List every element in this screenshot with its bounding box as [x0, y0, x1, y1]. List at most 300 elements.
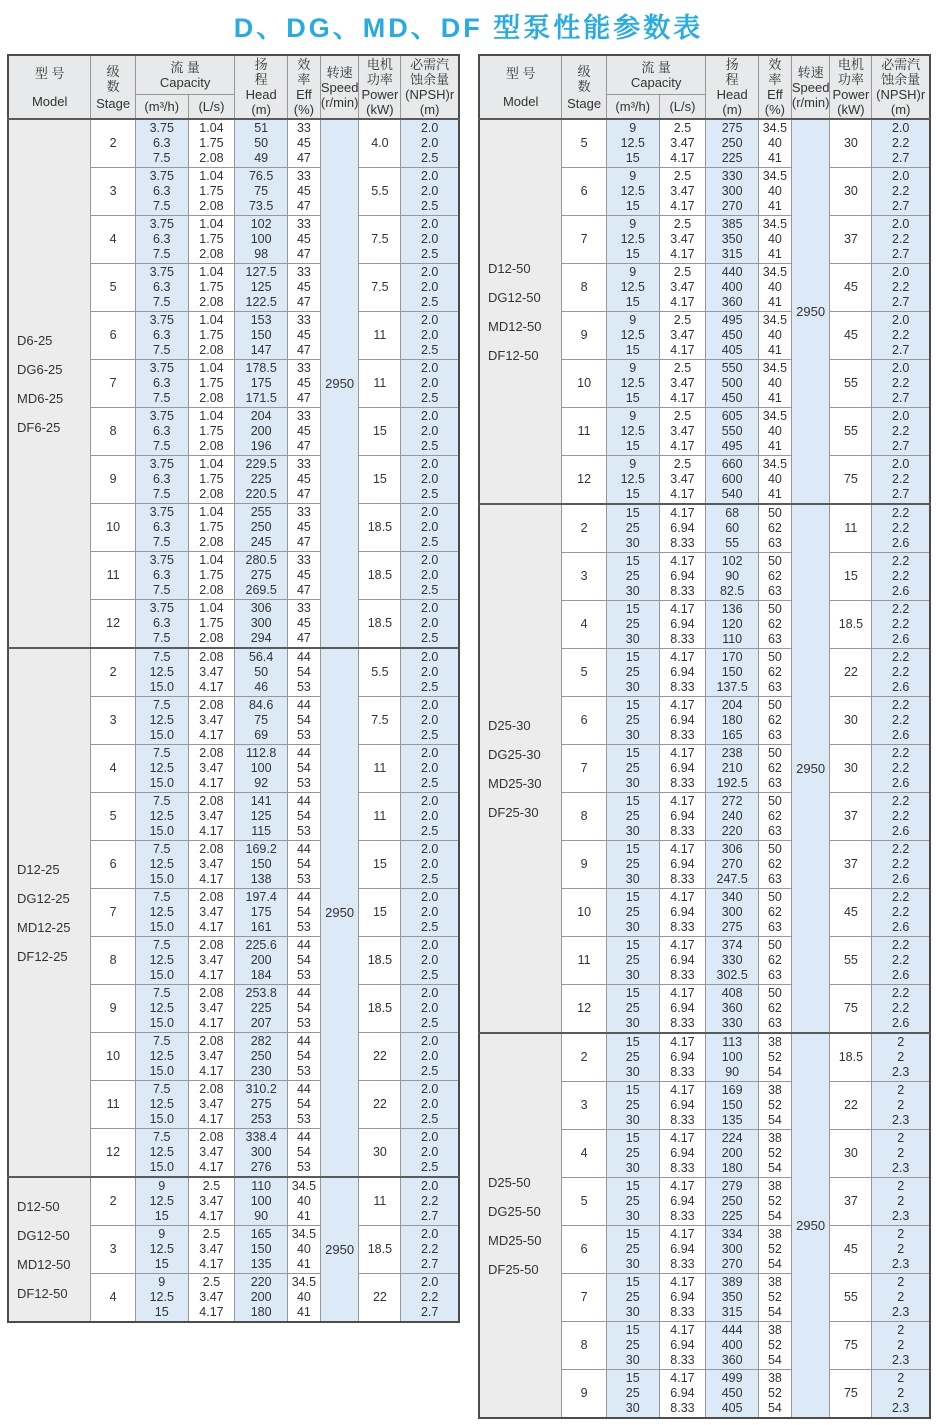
- capacity-m3h-cell: [135, 1226, 188, 1274]
- npsh-cell-value: 2.5: [420, 872, 439, 886]
- col-header-stage-text: 数: [106, 78, 120, 94]
- head-cell-value: 338.4: [245, 1130, 277, 1144]
- capacity-m3h-cell-value: 25: [625, 761, 640, 775]
- npsh-cell-value: 2.2: [891, 136, 910, 150]
- capacity-m3h-cell-value: 15: [625, 842, 640, 856]
- npsh-cell-value: 2.0: [420, 424, 439, 438]
- head-cell-value: 499: [721, 1371, 743, 1385]
- capacity-ls-cell: [659, 1370, 706, 1419]
- stage-cell: 6: [562, 697, 607, 745]
- eff-cell: [758, 312, 791, 360]
- capacity-ls-cell-value: 1.75: [199, 424, 224, 438]
- eff-cell: [758, 456, 791, 505]
- stage-cell: 11: [562, 408, 607, 456]
- head-cell-value: 138: [250, 872, 272, 886]
- head-cell-value: 204: [721, 698, 743, 712]
- eff-cell: [758, 264, 791, 312]
- head-cell-value: 279: [721, 1179, 743, 1193]
- capacity-ls-cell-value: 3.47: [199, 1097, 224, 1111]
- col-header-model-text: 型 号: [34, 65, 65, 81]
- col-header-npsh-text: 必需汽: [881, 57, 921, 72]
- power-cell: 15: [830, 553, 872, 601]
- capacity-m3h-cell-value: 30: [625, 776, 640, 790]
- capacity-m3h-cell-value: 6.3: [153, 568, 171, 582]
- npsh-cell-value: 2.0: [420, 746, 439, 760]
- capacity-m3h-cell: [135, 889, 188, 937]
- capacity-ls-cell-value: 4.17: [670, 842, 695, 856]
- capacity-ls-cell-value: 2.08: [199, 986, 224, 1000]
- eff-cell: [287, 697, 320, 745]
- head-cell: [235, 216, 288, 264]
- eff-cell-value: 53: [296, 824, 311, 838]
- eff-cell-value: 52: [767, 1338, 782, 1352]
- capacity-ls-cell-value: 6.94: [670, 953, 695, 967]
- npsh-cell-value: 2.5: [420, 151, 439, 165]
- col-header-stage-text: 级: [577, 63, 591, 79]
- npsh-cell: [401, 793, 459, 841]
- eff-cell: [758, 937, 791, 985]
- eff-cell-value: 53: [296, 872, 311, 886]
- eff-cell-value: 40: [767, 328, 782, 342]
- col-header-speed: [320, 55, 359, 119]
- capacity-ls-cell-value: 8.33: [670, 824, 695, 838]
- capacity-m3h-cell-value: 12.5: [620, 424, 645, 438]
- capacity-ls-cell: [659, 456, 706, 505]
- npsh-cell-value: 2.2: [891, 650, 910, 664]
- head-cell-value: 340: [721, 890, 743, 904]
- stage-cell: 3: [91, 168, 136, 216]
- npsh-cell-value: 2.0: [891, 313, 910, 327]
- col-header-eff-text: 效: [297, 57, 311, 72]
- model-label: D25-50: [488, 1174, 531, 1190]
- stage-cell: 5: [562, 119, 607, 168]
- npsh-cell-value: 2.0: [420, 376, 439, 390]
- head-cell: [235, 889, 288, 937]
- npsh-cell-value: 2.0: [891, 217, 910, 231]
- npsh-cell-value: 2.5: [420, 920, 439, 934]
- capacity-ls-cell: [659, 1322, 706, 1370]
- capacity-ls-cell-value: 2.08: [199, 199, 224, 213]
- head-cell: [706, 601, 759, 649]
- model-list: [480, 1175, 561, 1277]
- capacity-ls-cell-value: 4.17: [670, 794, 695, 808]
- capacity-ls-cell-value: 4.17: [199, 1305, 224, 1319]
- capacity-m3h-cell-value: 3.75: [149, 601, 174, 615]
- npsh-cell: [401, 408, 459, 456]
- stage-cell: 12: [562, 985, 607, 1034]
- stage-cell: 3: [91, 1226, 136, 1274]
- col-header-stage-text: Stage: [96, 95, 131, 111]
- eff-cell: [287, 360, 320, 408]
- eff-cell: [758, 1082, 791, 1130]
- npsh-cell-value: 2.0: [420, 169, 439, 183]
- model-label: DF25-30: [488, 804, 539, 820]
- capacity-ls-cell: [188, 312, 235, 360]
- head-cell: [706, 1178, 759, 1226]
- power-cell: 11: [359, 793, 401, 841]
- capacity-ls-cell-value: 1.04: [199, 601, 224, 615]
- capacity-ls-cell-value: 8.33: [670, 1257, 695, 1271]
- capacity-ls-cell-value: 8.33: [670, 632, 695, 646]
- capacity-ls-cell-value: 2.08: [199, 343, 224, 357]
- capacity-m3h-cell-value: 30: [625, 1209, 640, 1223]
- eff-cell: [758, 649, 791, 697]
- npsh-cell-value: 2.0: [420, 505, 439, 519]
- eff-cell: [758, 889, 791, 937]
- npsh-cell: [872, 312, 930, 360]
- eff-cell-value: 63: [767, 920, 782, 934]
- capacity-m3h-cell: [135, 648, 188, 697]
- capacity-ls-cell: [188, 745, 235, 793]
- eff-cell: [758, 553, 791, 601]
- capacity-m3h-cell-value: 15: [625, 295, 640, 309]
- capacity-m3h-cell-value: 7.5: [153, 487, 171, 501]
- head-cell-value: 385: [721, 217, 743, 231]
- npsh-cell-value: 2.6: [891, 680, 910, 694]
- capacity-ls-cell: [659, 408, 706, 456]
- head-cell-value: 270: [721, 1257, 743, 1271]
- npsh-cell-value: 2.7: [420, 1257, 439, 1271]
- capacity-m3h-cell-value: 15: [625, 794, 640, 808]
- head-cell-value: 250: [721, 1194, 743, 1208]
- head-cell: [706, 793, 759, 841]
- npsh-cell-value: 2: [897, 1098, 905, 1112]
- npsh-cell-value: 2.7: [420, 1305, 439, 1319]
- npsh-cell-value: 2.0: [420, 1130, 439, 1144]
- model-label: MD12-50: [488, 318, 542, 334]
- npsh-cell: [401, 1226, 459, 1274]
- col-header-model-text: Model: [502, 93, 539, 109]
- capacity-m3h-cell-value: 30: [625, 680, 640, 694]
- capacity-ls-cell-value: 4.17: [670, 199, 695, 213]
- npsh-cell-value: 2.0: [420, 1082, 439, 1096]
- capacity-m3h-cell: [606, 1033, 659, 1082]
- capacity-m3h-cell-value: 30: [625, 824, 640, 838]
- col-header-capacity-ls: [188, 94, 235, 119]
- eff-cell-value: 41: [767, 199, 782, 213]
- head-cell-value: 84.6: [248, 698, 274, 712]
- eff-cell-value: 33: [296, 265, 311, 279]
- capacity-ls-cell-value: 2.08: [199, 631, 224, 645]
- npsh-cell-value: 2.0: [420, 1145, 439, 1159]
- npsh-cell-value: 2.0: [420, 601, 439, 615]
- npsh-cell: [401, 697, 459, 745]
- capacity-ls-cell-value: 8.33: [670, 1016, 695, 1030]
- head-cell-value: 269.5: [245, 583, 277, 597]
- stage-cell: 2: [91, 1177, 136, 1226]
- head-cell-value: 136: [721, 602, 743, 616]
- eff-cell-value: 53: [296, 968, 311, 982]
- model-group-cell: [479, 1033, 562, 1418]
- head-cell-value: 220: [721, 824, 743, 838]
- npsh-cell-value: 2.0: [420, 809, 439, 823]
- eff-cell-value: 45: [296, 520, 311, 534]
- stage-cell: 7: [91, 360, 136, 408]
- col-header-npsh-text: 蚀余量: [410, 72, 450, 87]
- npsh-cell-value: 2.0: [420, 568, 439, 582]
- eff-cell-value: 47: [296, 535, 311, 549]
- capacity-ls-cell-value: 4.17: [199, 1112, 224, 1126]
- npsh-cell-value: 2.0: [420, 409, 439, 423]
- eff-cell-value: 52: [767, 1242, 782, 1256]
- head-cell-value: 73.5: [248, 199, 274, 213]
- eff-cell: [287, 600, 320, 649]
- capacity-m3h-cell-value: 7.5: [153, 794, 171, 808]
- head-cell-value: 225.6: [245, 938, 277, 952]
- capacity-ls-cell-value: 3.47: [199, 1001, 224, 1015]
- eff-cell-value: 63: [767, 824, 782, 838]
- head-cell-value: 220: [250, 1275, 272, 1289]
- eff-cell-value: 62: [767, 569, 782, 583]
- eff-cell-value: 50: [767, 554, 782, 568]
- eff-cell-value: 44: [296, 1082, 311, 1096]
- head-cell: [706, 745, 759, 793]
- npsh-cell-value: 2: [897, 1146, 905, 1160]
- npsh-cell: [401, 456, 459, 504]
- capacity-m3h-cell-value: 6.3: [153, 232, 171, 246]
- head-cell-value: 100: [250, 232, 272, 246]
- capacity-ls-cell-value: 4.17: [670, 391, 695, 405]
- power-cell: 15: [359, 841, 401, 889]
- eff-cell-value: 40: [767, 424, 782, 438]
- capacity-ls-cell-value: 4.17: [670, 1083, 695, 1097]
- head-cell-value: 51: [254, 121, 269, 135]
- eff-cell-value: 62: [767, 521, 782, 535]
- eff-cell-value: 54: [296, 905, 311, 919]
- capacity-ls-cell-value: 2.08: [199, 391, 224, 405]
- head-cell-value: 360: [721, 1353, 743, 1367]
- npsh-cell-value: 2.0: [420, 616, 439, 630]
- capacity-ls-cell-value: 1.04: [199, 265, 224, 279]
- capacity-ls-cell-value: 4.17: [670, 439, 695, 453]
- head-cell: [706, 168, 759, 216]
- npsh-cell: [401, 1274, 459, 1323]
- npsh-cell-value: 2.7: [891, 199, 910, 213]
- capacity-ls-cell-value: 8.33: [670, 1353, 695, 1367]
- npsh-cell: [872, 1178, 930, 1226]
- capacity-ls-cell-value: 4.17: [199, 1209, 224, 1223]
- npsh-cell-value: 2.2: [891, 746, 910, 760]
- npsh-cell: [872, 697, 930, 745]
- col-header-stage: [562, 55, 607, 119]
- capacity-m3h-cell: [135, 1177, 188, 1226]
- capacity-ls-cell: [659, 937, 706, 985]
- capacity-ls-cell: [188, 168, 235, 216]
- eff-cell: [287, 1226, 320, 1274]
- capacity-m3h-cell-value: 15: [625, 1083, 640, 1097]
- col-header-speed-text: Speed: [791, 79, 830, 95]
- capacity-m3h-cell: [135, 119, 188, 168]
- head-cell-value: 46: [254, 680, 269, 694]
- npsh-cell-value: 2.0: [420, 698, 439, 712]
- eff-cell-value: 63: [767, 632, 782, 646]
- power-cell: 22: [830, 1082, 872, 1130]
- npsh-cell: [401, 216, 459, 264]
- capacity-m3h-cell-value: 3.75: [149, 457, 174, 471]
- power-cell: 18.5: [359, 985, 401, 1033]
- capacity-ls-cell: [659, 312, 706, 360]
- capacity-ls-cell-value: 6.94: [670, 809, 695, 823]
- capacity-m3h-cell-value: 30: [625, 872, 640, 886]
- head-cell-value: 400: [721, 280, 743, 294]
- capacity-m3h-cell-value: 15: [625, 890, 640, 904]
- npsh-cell-value: 2.3: [891, 1113, 910, 1127]
- col-header-power-text: Power: [361, 87, 399, 102]
- eff-cell-value: 38: [767, 1371, 782, 1385]
- col-header-eff: [758, 55, 791, 119]
- capacity-ls-cell-value: 8.33: [670, 1209, 695, 1223]
- eff-cell-value: 52: [767, 1194, 782, 1208]
- capacity-m3h-cell-value: 25: [625, 857, 640, 871]
- head-cell-value: 150: [721, 1098, 743, 1112]
- eff-cell-value: 41: [767, 487, 782, 501]
- stage-cell: 3: [562, 553, 607, 601]
- power-cell: 22: [359, 1033, 401, 1081]
- head-cell-value: 180: [721, 713, 743, 727]
- capacity-m3h-cell-value: 7.5: [153, 650, 171, 664]
- eff-cell-value: 53: [296, 1160, 311, 1174]
- col-header-eff-text: 率: [297, 72, 311, 87]
- capacity-m3h-cell-value: 12.5: [620, 184, 645, 198]
- head-cell-value: 300: [250, 616, 272, 630]
- capacity-m3h-cell-value: 6.3: [153, 136, 171, 150]
- eff-cell-value: 34.5: [291, 1179, 317, 1193]
- capacity-m3h-cell-value: 6.3: [153, 328, 171, 342]
- npsh-cell-value: 2.0: [420, 472, 439, 486]
- eff-cell: [758, 745, 791, 793]
- head-cell-value: 270: [721, 857, 743, 871]
- capacity-m3h-cell: [135, 793, 188, 841]
- head-cell-value: 330: [721, 1016, 743, 1030]
- eff-cell-value: 47: [296, 391, 311, 405]
- capacity-ls-cell-value: 4.17: [670, 1371, 695, 1385]
- eff-cell-value: 47: [296, 295, 311, 309]
- head-cell: [235, 1081, 288, 1129]
- head-cell: [706, 841, 759, 889]
- head-cell-value: 334: [721, 1227, 743, 1241]
- eff-cell-value: 50: [767, 938, 782, 952]
- col-header-head-text: Head: [716, 87, 748, 102]
- capacity-m3h-cell: [606, 841, 659, 889]
- power-cell: 11: [359, 745, 401, 793]
- head-cell-value: 92: [254, 776, 269, 790]
- capacity-ls-cell: [188, 1129, 235, 1178]
- eff-cell-value: 34.5: [762, 457, 788, 471]
- power-cell: 75: [830, 1370, 872, 1419]
- capacity-m3h-cell: [606, 937, 659, 985]
- eff-cell-value: 47: [296, 631, 311, 645]
- head-cell-value: 310.2: [245, 1082, 277, 1096]
- head-cell-value: 122.5: [245, 295, 277, 309]
- npsh-cell-value: 2.2: [891, 698, 910, 712]
- capacity-ls-cell: [659, 1082, 706, 1130]
- model-label: DF6-25: [17, 419, 61, 435]
- npsh-cell: [872, 889, 930, 937]
- model-label: DF12-50: [488, 347, 539, 363]
- capacity-m3h-cell-value: 30: [625, 1161, 640, 1175]
- capacity-ls-cell: [188, 552, 235, 600]
- npsh-cell-value: 2.5: [420, 1112, 439, 1126]
- capacity-m3h-cell-value: 25: [625, 1050, 640, 1064]
- capacity-m3h-cell-value: 12.5: [620, 472, 645, 486]
- head-cell-value: 90: [725, 569, 740, 583]
- eff-cell: [287, 793, 320, 841]
- head-cell-value: 200: [250, 1290, 272, 1304]
- eff-cell-value: 41: [767, 439, 782, 453]
- npsh-cell: [872, 649, 930, 697]
- capacity-m3h-cell-value: 7.5: [153, 151, 171, 165]
- col-header-model-text: Model: [31, 93, 68, 109]
- head-cell-value: 230: [250, 1064, 272, 1078]
- eff-cell-value: 63: [767, 776, 782, 790]
- head-cell: [235, 456, 288, 504]
- npsh-cell-value: 2.5: [420, 391, 439, 405]
- capacity-ls-cell-value: 8.33: [670, 920, 695, 934]
- npsh-cell-value: 2.0: [420, 328, 439, 342]
- eff-cell: [287, 1274, 320, 1323]
- npsh-cell-value: 2.0: [420, 665, 439, 679]
- capacity-m3h-cell-value: 12.5: [149, 905, 174, 919]
- capacity-m3h-cell-value: 25: [625, 1338, 640, 1352]
- head-cell-value: 210: [721, 761, 743, 775]
- head-cell: [235, 937, 288, 985]
- head-cell: [706, 697, 759, 745]
- capacity-m3h-cell: [606, 793, 659, 841]
- eff-cell: [758, 793, 791, 841]
- eff-cell-value: 33: [296, 409, 311, 423]
- capacity-ls-cell-value: 6.94: [670, 1001, 695, 1015]
- head-cell-value: 200: [721, 1146, 743, 1160]
- npsh-cell-value: 2.5: [420, 1064, 439, 1078]
- capacity-m3h-cell: [606, 601, 659, 649]
- capacity-m3h-cell-value: 12.5: [149, 857, 174, 871]
- col-header-capacity-m3h-text: (m³/h): [144, 98, 180, 114]
- stage-cell: 12: [91, 600, 136, 649]
- capacity-ls-cell-value: 3.47: [670, 136, 695, 150]
- eff-cell-value: 54: [767, 1305, 782, 1319]
- col-header-head-text: (m): [722, 102, 742, 117]
- power-cell: 5.5: [359, 168, 401, 216]
- capacity-m3h-cell-value: 3.75: [149, 217, 174, 231]
- head-cell-value: 147: [250, 343, 272, 357]
- capacity-m3h-cell-value: 12.5: [149, 809, 174, 823]
- capacity-ls-cell-value: 2.08: [199, 487, 224, 501]
- capacity-m3h-cell: [606, 1130, 659, 1178]
- capacity-m3h-cell-value: 9: [629, 361, 637, 375]
- eff-cell-value: 50: [767, 794, 782, 808]
- npsh-cell-value: 2.6: [891, 776, 910, 790]
- eff-cell-value: 40: [767, 376, 782, 390]
- capacity-m3h-cell-value: 12.5: [149, 1145, 174, 1159]
- eff-cell: [758, 1322, 791, 1370]
- model-label: MD25-50: [488, 1232, 542, 1248]
- stage-cell: 10: [562, 360, 607, 408]
- eff-cell-value: 53: [296, 1064, 311, 1078]
- capacity-ls-cell: [659, 697, 706, 745]
- capacity-m3h-cell: [135, 841, 188, 889]
- capacity-m3h-cell-value: 30: [625, 1257, 640, 1271]
- capacity-ls-cell-value: 8.33: [670, 1401, 695, 1415]
- head-cell-value: 110: [722, 632, 743, 646]
- npsh-cell-value: 2.6: [891, 968, 910, 982]
- npsh-cell-value: 2: [897, 1338, 905, 1352]
- stage-cell: 2: [562, 1033, 607, 1082]
- capacity-m3h-cell: [606, 168, 659, 216]
- npsh-cell: [401, 1033, 459, 1081]
- eff-cell-value: 38: [767, 1083, 782, 1097]
- power-cell: 45: [830, 1226, 872, 1274]
- col-header-npsh-text: (NPSH)r: [876, 87, 926, 102]
